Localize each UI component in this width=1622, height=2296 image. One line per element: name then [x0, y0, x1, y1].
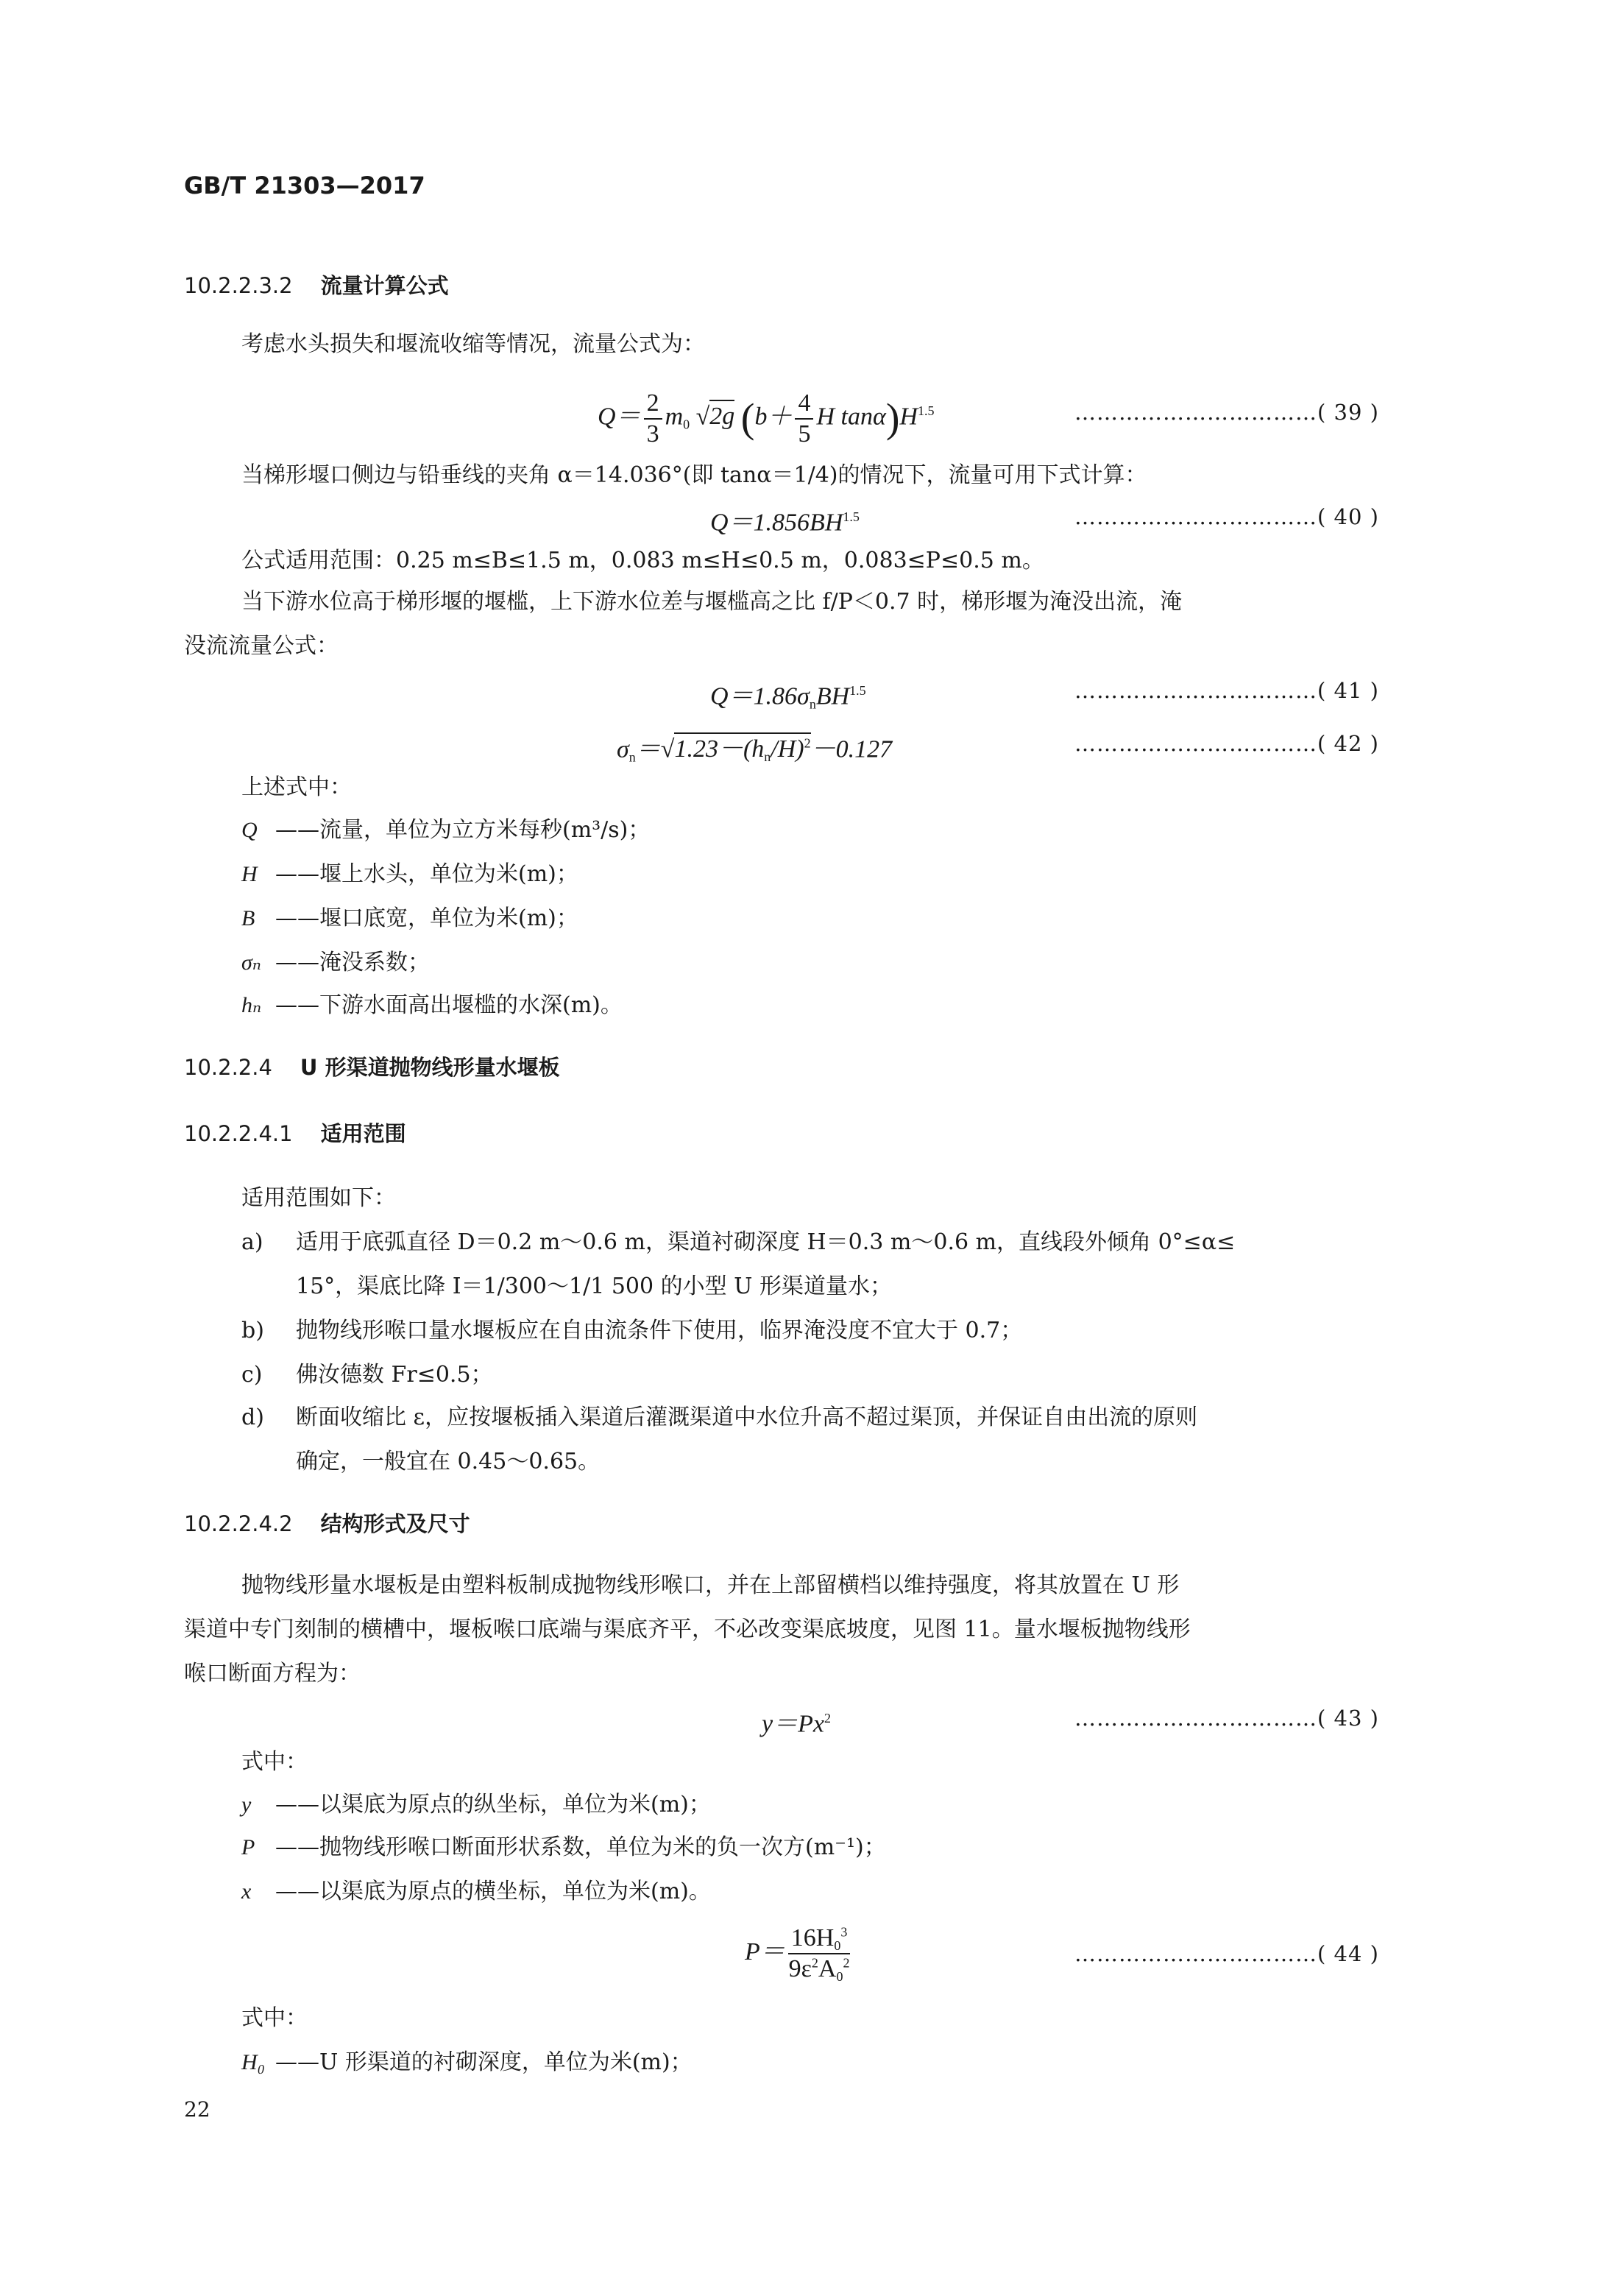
definition-item: H ——堰上水头，单位为米(m)； — [241, 861, 578, 887]
equation-42: $\sigma_n=√1.23-(h_n/H)^2-0.127$ — [617, 729, 892, 771]
paragraph-where: 上述式中： — [241, 774, 352, 800]
definition-item: H₀ ——U 形渠道的衬砌深度，单位为米(m)； — [241, 2049, 693, 2075]
list-item-text: 断面收缩比 ε，应按堰板插入渠道后灌溉渠道中水位升高不超过渠顶，并保证自由出流的原则 — [296, 1405, 1198, 1430]
paragraph-structure-line3: 喉口断面方程为： — [184, 1661, 361, 1686]
section-title: U 形渠道抛物线形量水堰板 — [300, 1055, 560, 1080]
equation-number-44: ……………………………( 44 ) — [1074, 1941, 1379, 1966]
equation-number-41: ……………………………( 41 ) — [1074, 678, 1379, 703]
section-heading-10-2-2-4 — [184, 1053, 560, 1082]
paragraph-submerged-flow-line2: 没流流量公式： — [184, 633, 339, 659]
paragraph-where: 式中： — [241, 1749, 308, 1775]
list-item-text: 15°，渠底比降 I＝1/300～1/1 500 的小型 U 形渠道量水； — [296, 1274, 892, 1299]
definition-item: hₙ ——下游水面高出堰槛的水深(m)。 — [241, 992, 623, 1018]
definition-item: x ——以渠底为原点的横坐标，单位为米(m)。 — [241, 1879, 711, 1904]
equation-44: P＝ $\frac{16H_0^3}{9\varepsilon^2A_0^2}$ — [745, 1924, 850, 1985]
definition-item: y ——以渠底为原点的纵坐标，单位为米(m)； — [241, 1792, 711, 1818]
list-marker: c) — [241, 1362, 263, 1388]
equation-41: $Q=1.86\sigma_nBH^{1.5}$ — [710, 682, 866, 712]
list-marker: b) — [241, 1318, 264, 1343]
section-title: 结构形式及尺寸 — [320, 1511, 470, 1536]
equation-number-39: ……………………………( 39 ) — [1074, 400, 1379, 425]
list-item-text: 佛汝德数 Fr≤0.5； — [296, 1362, 493, 1388]
paragraph-trapezoid-angle: 当梯形堰口侧边与铅垂线的夹角 α＝14.036°(即 tanα＝1/4)的情况下，流量可用下式计算： — [241, 462, 1147, 488]
paragraph-applicable-range: 公式适用范围：0.25 m≤B≤1.5 m，0.083 m≤H≤0.5 m，0.083≤P≤0.5 m。 — [241, 548, 1044, 573]
paragraph-submerged-flow-line1: 当下游水位高于梯形堰的堰槛，上下游水位差与堰槛高之比 f/P＜0.7 时，梯形堰为淹没出流，淹 — [241, 589, 1183, 615]
paragraph-structure-line1: 抛物线形量水堰板是由塑料板制成抛物线形喉口，并在上部留横档以维持强度，将其放置在 U 形 — [241, 1572, 1180, 1598]
list-marker: a) — [241, 1229, 263, 1255]
section-title: 适用范围 — [320, 1121, 406, 1146]
list-item-text: 适用于底弧直径 D＝0.2 m～0.6 m，渠道衬砌深度 H＝0.3 m～0.6 m，直线段外倾角 0°≤α≤ — [296, 1229, 1236, 1255]
section-number: 10.2.2.4.1 — [184, 1121, 293, 1146]
fraction-44: $\frac{16H_0^3}{9\varepsilon^2A_0^2}$ — [788, 1924, 850, 1985]
section-number: 10.2.2.3.2 — [184, 273, 293, 298]
paragraph-scope-intro: 适用范围如下： — [241, 1185, 396, 1211]
equation-39: Q＝ $\frac{2}{3}$ $m_0$ √2g (b＋ $\frac{4}{5}$ H $\tan\alpha)H^{1.5}$ — [598, 389, 935, 448]
paragraph-structure-line2: 渠道中专门刻制的横槽中，堰板喉口底端与渠底齐平，不必改变渠底坡度，见图 11。量水堰板抛物线形 — [184, 1617, 1191, 1642]
list-item-text: 抛物线形喉口量水堰板应在自由流条件下使用，临界淹没度不宜大于 0.7； — [296, 1318, 1023, 1343]
definition-item: σₙ ——淹没系数； — [241, 950, 430, 975]
equation-number-40: ……………………………( 40 ) — [1074, 504, 1379, 529]
document-id: GB/T 21303—2017 — [184, 172, 425, 199]
fraction-4-5: $\frac{4}{5}$ — [795, 389, 813, 448]
equation-number-43: ……………………………( 43 ) — [1074, 1706, 1379, 1731]
equation-number-42: ……………………………( 42 ) — [1074, 731, 1379, 756]
list-item-text: 确定，一般宜在 0.45～0.65。 — [296, 1449, 601, 1474]
section-title: 流量计算公式 — [320, 273, 449, 298]
section-heading-10-2-2-4-1 — [184, 1119, 406, 1148]
paragraph-intro: 考虑水头损失和堰流收缩等情况，流量公式为： — [241, 331, 705, 357]
section-number: 10.2.2.4.2 — [184, 1511, 293, 1536]
list-marker: d) — [241, 1405, 264, 1430]
fraction-2-3: $\frac{2}{3}$ — [644, 389, 662, 448]
page-number: 22 — [184, 2097, 210, 2122]
section-heading-10-2-2-4-2 — [184, 1509, 470, 1539]
definition-item: B ——堰口底宽，单位为米(m)； — [241, 905, 578, 931]
equation-43: $y=Px^2$ — [762, 1710, 831, 1738]
definition-item: Q ——流量，单位为立方米每秒(m³/s)； — [241, 817, 651, 843]
section-heading-10-2-2-3-2 — [184, 271, 449, 300]
section-number: 10.2.2.4 — [184, 1055, 272, 1080]
equation-40: $Q=1.856BH^{1.5}$ — [710, 509, 860, 537]
definition-item: P ——抛物线形喉口断面形状系数，单位为米的负一次方(m⁻¹)； — [241, 1834, 886, 1860]
paragraph-where: 式中： — [241, 2005, 308, 2031]
